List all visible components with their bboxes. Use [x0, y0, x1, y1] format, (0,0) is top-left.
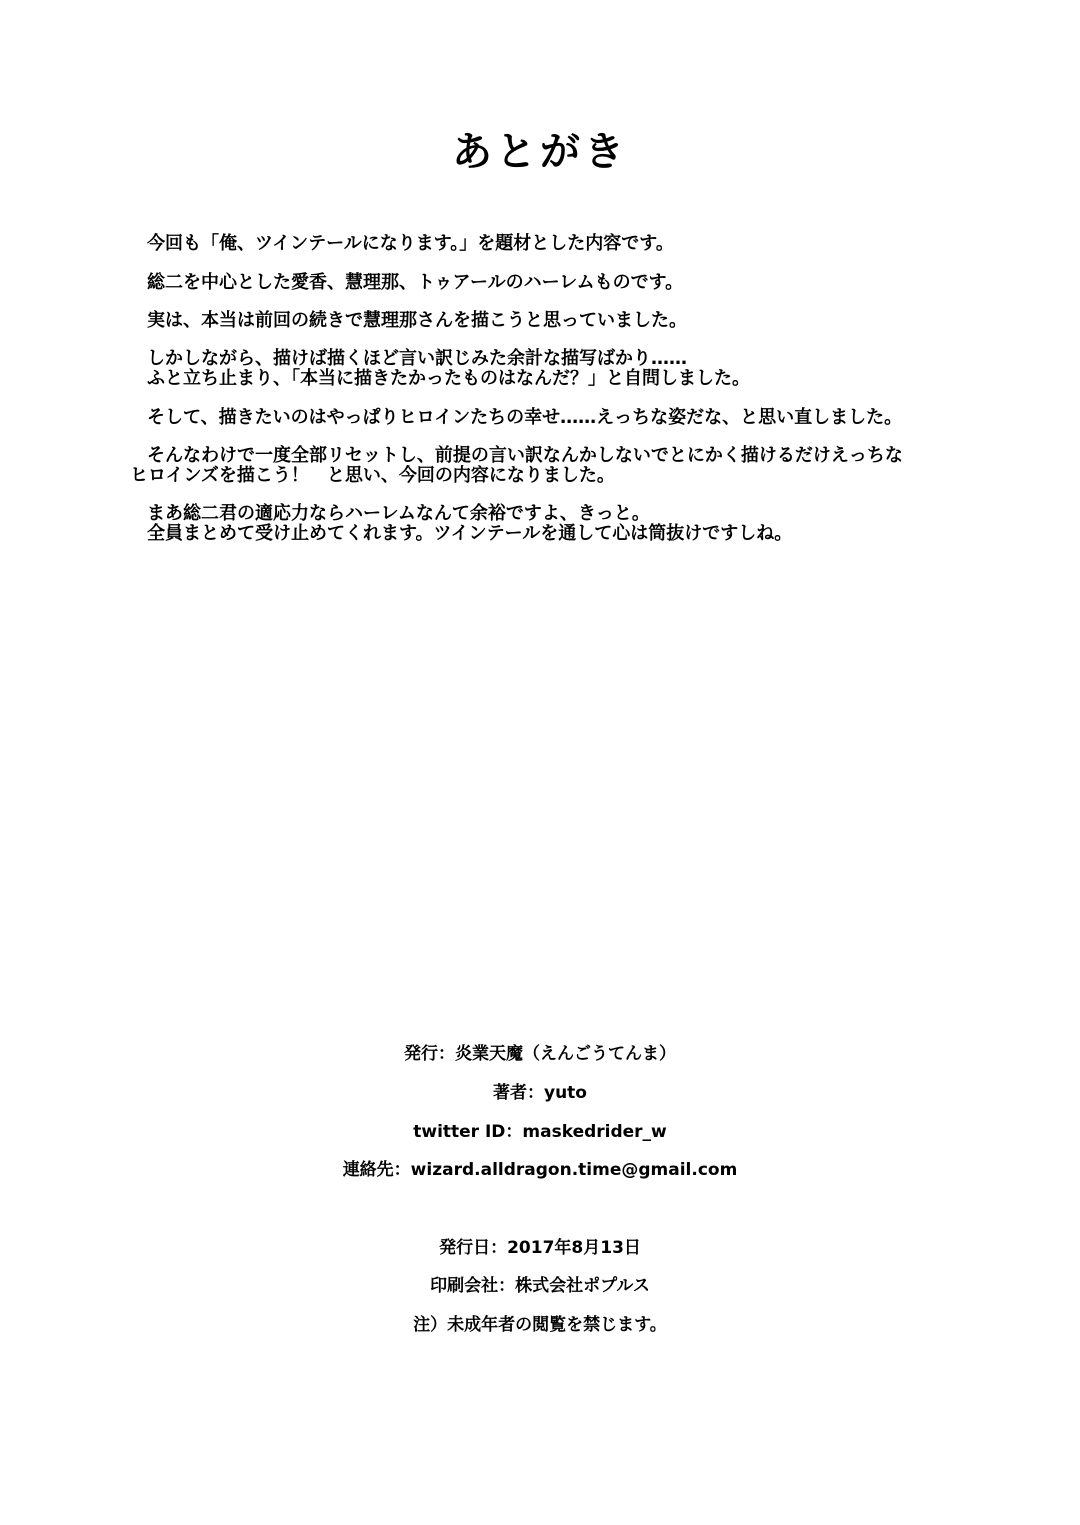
- paragraph-line: まあ総二君の適応力ならハーレムなんて余裕ですよ、きっと。: [147, 503, 650, 524]
- twitter-id: twitter ID：maskedrider_w: [413, 1122, 667, 1142]
- paragraph-line: しかしながら、描けば描くほど言い訳じみた余計な描写ばかり……: [147, 348, 687, 369]
- paragraph-line: そんなわけで一度全部リセットし、前提の言い訳なんかしないでとにかく描けるだけえっちな: [147, 445, 903, 466]
- paragraph-line: ヒロインズを描こう！ と思い、今回の内容になりました。: [130, 465, 615, 486]
- page-title: あとがき: [452, 129, 628, 175]
- publish-date: 発行日：2017年8月13日: [439, 1238, 641, 1258]
- paragraph-line: 全員まとめて受け止めてくれます。ツインテールを通して心は筒抜けですしね。: [147, 523, 793, 544]
- paragraph-line: 実は、本当は前回の続きで慧理那さんを描こうと思っていました。: [147, 310, 687, 331]
- author: 著者：yuto: [493, 1083, 587, 1103]
- paragraph-line: 今回も「俺、ツインテールになります。」を題材とした内容です。: [147, 233, 674, 254]
- age-notice: 注）未成年者の閲覧を禁じます。: [413, 1315, 667, 1335]
- contact-email: 連絡先：wizard.alldragon.time@gmail.com: [342, 1160, 738, 1180]
- printer: 印刷会社：株式会社ポプルス: [430, 1276, 650, 1296]
- publisher: 発行：炎業天魔（えんごうてんま）: [404, 1044, 676, 1064]
- paragraph-line: 総二を中心とした愛香、慧理那、トゥアールのハーレムものです。: [147, 272, 684, 293]
- paragraph-line: ふと立ち止まり、「本当に描きたかったものはなんだ？」と自問しました。: [147, 368, 750, 389]
- paragraph-line: そして、描きたいのはやっぱりヒロインたちの幸せ……えっちな姿だな、と思い直しました。: [147, 407, 903, 428]
